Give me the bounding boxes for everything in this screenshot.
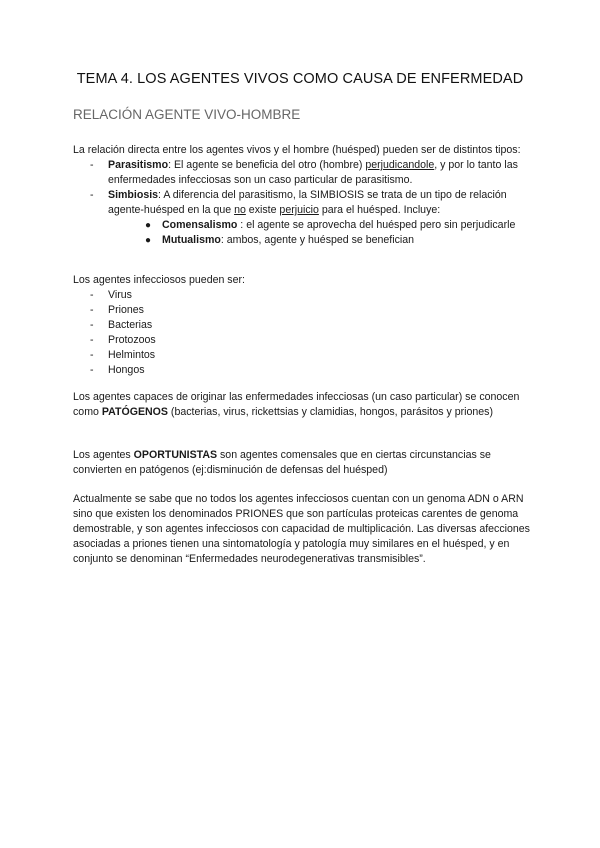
dash-marker: - [90, 304, 94, 316]
text-segment: para el huésped. Incluye: [318, 204, 441, 216]
simbiosis-sublist [108, 218, 533, 248]
text-segment: existe [245, 204, 280, 216]
agents-intro: Los agentes infecciosos pueden ser: [73, 274, 245, 286]
text-segment: : ambos, agente y huésped se benefician [220, 234, 415, 246]
dash-marker: - [90, 334, 94, 346]
agent-name: Priones [108, 304, 144, 316]
list-item [73, 333, 533, 348]
list-item [73, 363, 533, 378]
dash-marker: - [90, 319, 94, 331]
term-simbiosis: Simbiosis [108, 189, 159, 201]
text-segment: : El agente se beneficia del otro (hombre) [168, 159, 366, 171]
agent-name: Hongos [108, 364, 145, 376]
term-mutualismo: Mutualismo [162, 234, 221, 246]
text-segment: Los agentes capaces de originar las enfermedades infecciosas (un caso particular) se conocen como [73, 391, 520, 418]
text-segment: : el agente se aprovecha del huésped pero sin perjudicarle [237, 219, 516, 231]
list-item-simbiosis [73, 188, 533, 248]
bullet-marker: ● [145, 235, 152, 246]
term-parasitismo: Parasitismo [108, 159, 169, 171]
relations-list [73, 158, 533, 248]
dash-marker: - [90, 364, 94, 376]
agent-name: Protozoos [108, 334, 156, 346]
agents-list [73, 288, 533, 378]
term-oportunistas: OPORTUNISTAS [133, 449, 218, 461]
list-item [73, 348, 533, 363]
list-item-comensalismo [145, 218, 533, 233]
term-comensalismo: Comensalismo [162, 219, 238, 231]
list-item [73, 303, 533, 318]
text-segment: Los agentes [73, 449, 134, 461]
list-item [73, 318, 533, 333]
agent-name: Bacterias [108, 319, 153, 331]
list-item-parasitismo [73, 158, 533, 188]
agent-name: Helmintos [108, 349, 156, 361]
term-patogenos: PATÓGENOS [101, 406, 168, 418]
dash-marker: - [90, 189, 94, 201]
list-item-mutualismo [145, 233, 533, 248]
dash-marker: - [90, 159, 94, 171]
pathogens-paragraph [73, 390, 533, 420]
underlined-word: perjuicio [279, 204, 319, 216]
prions-text: Actualmente se sabe que no todos los agentes infecciosos cuentan con un genoma ADN o ARN sino que existen los denominados PRIONES que son partículas proteicas carentes de genoma demostrable, y son agentes infecciosos con capacidad de multiplicación. Las diversas afecciones asociadas a priones tienen una sintomatología y patología muy similares en el huésped, y en conjunto se denominan “Enfermedades neurodegenerativas transmisibles”. [73, 493, 530, 565]
section-heading: RELACIÓN AGENTE VIVO-HOMBRE [73, 107, 301, 122]
relations-section [73, 143, 533, 248]
list-item [73, 288, 533, 303]
page-title: TEMA 4. LOS AGENTES VIVOS COMO CAUSA DE ENFERMEDAD [76, 71, 524, 87]
opportunists-paragraph [73, 448, 533, 478]
underlined-word: perjudicandole [365, 159, 435, 171]
text-segment: son agentes comensales que en ciertas circunstancias se convierten en patógenos (ej:disminución de defensas del huésped) [73, 449, 491, 476]
dash-marker: - [90, 349, 94, 361]
text-segment: (bacterias, virus, rickettsias y clamidias, hongos, parásitos y priones) [167, 406, 493, 418]
dash-marker: - [90, 289, 94, 301]
text-segment: , y por lo tanto las enfermedades infecciosas son un caso particular de parasitismo. [108, 159, 518, 186]
intro-paragraph: La relación directa entre los agentes vivos y el hombre (huésped) pueden ser de distintos tipos: [73, 144, 521, 156]
prions-paragraph [73, 492, 533, 567]
bullet-marker: ● [145, 220, 152, 231]
agent-name: Virus [108, 289, 132, 301]
text-segment: : A diferencia del parasitismo, la SIMBIOSIS se trata de un tipo de relación agente-huésped en la que [108, 189, 507, 216]
underlined-word: no [234, 204, 246, 216]
agents-section [73, 273, 533, 378]
